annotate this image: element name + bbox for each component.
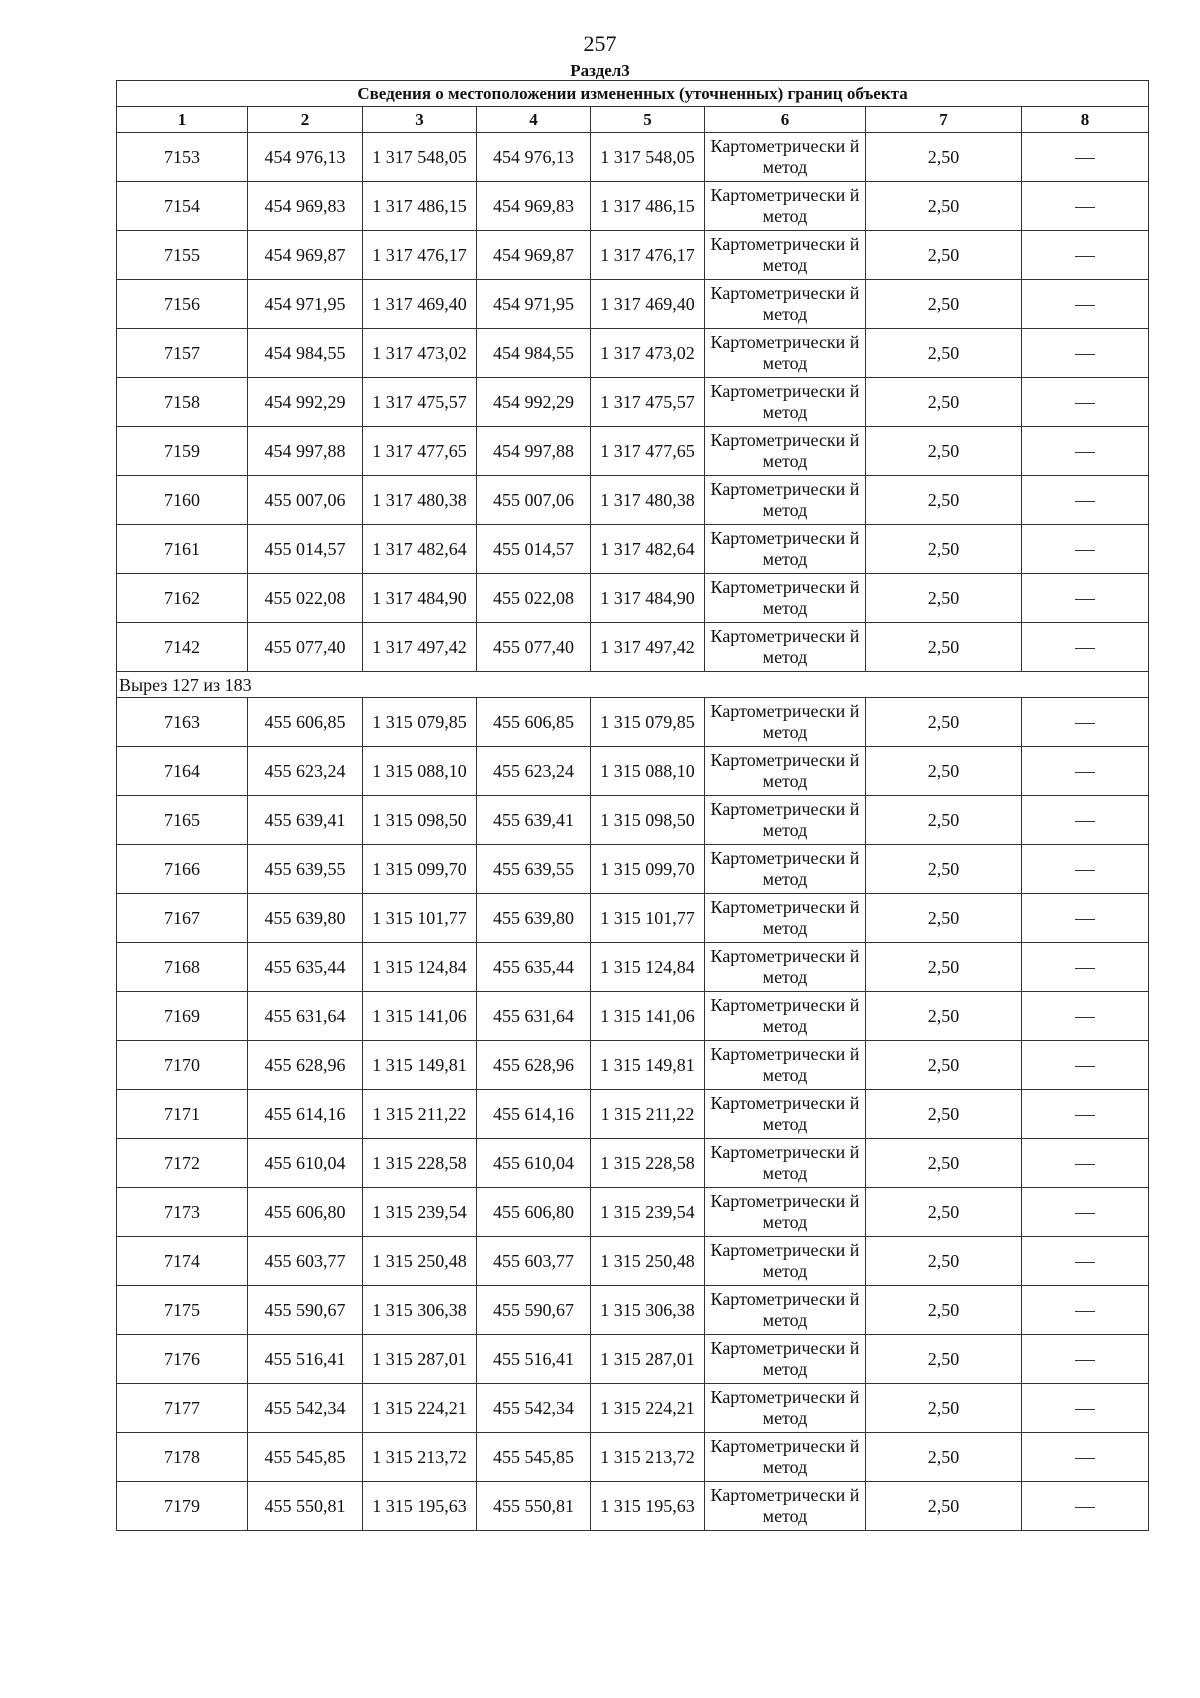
precision-cell: 2,50 bbox=[866, 992, 1022, 1041]
empty-dash bbox=[1075, 1017, 1095, 1018]
precision-cell: 2,50 bbox=[866, 1139, 1022, 1188]
point-number-cell: 7156 bbox=[117, 280, 248, 329]
empty-dash bbox=[1075, 354, 1095, 355]
cutout-label: Вырез 127 из 183 bbox=[117, 672, 1149, 698]
table-row bbox=[117, 845, 1149, 894]
x-coordinate-cell: 455 007,06 bbox=[248, 476, 363, 525]
empty-cell bbox=[1022, 1384, 1149, 1433]
y-coordinate-cell: 1 317 475,57 bbox=[363, 378, 477, 427]
precision-cell: 2,50 bbox=[866, 747, 1022, 796]
point-number-cell: 7176 bbox=[117, 1335, 248, 1384]
x-coordinate-cell: 455 623,24 bbox=[248, 747, 363, 796]
y-new-coordinate-cell: 1 315 141,06 bbox=[591, 992, 705, 1041]
y-new-coordinate-cell: 1 317 475,57 bbox=[591, 378, 705, 427]
precision-cell: 2,50 bbox=[866, 1384, 1022, 1433]
empty-dash bbox=[1075, 772, 1095, 773]
boundary-coordinates-table bbox=[116, 80, 1149, 1531]
precision-cell: 2,50 bbox=[866, 574, 1022, 623]
empty-dash bbox=[1075, 1262, 1095, 1263]
precision-cell: 2,50 bbox=[866, 476, 1022, 525]
x-new-coordinate-cell: 455 603,77 bbox=[477, 1237, 591, 1286]
table-caption: Сведения о местоположении измененных (уточненных) границ объекта bbox=[117, 81, 1149, 107]
y-coordinate-cell: 1 315 239,54 bbox=[363, 1188, 477, 1237]
point-number-cell: 7164 bbox=[117, 747, 248, 796]
empty-dash bbox=[1075, 305, 1095, 306]
y-coordinate-cell: 1 317 480,38 bbox=[363, 476, 477, 525]
table-row bbox=[117, 1090, 1149, 1139]
point-number-cell: 7175 bbox=[117, 1286, 248, 1335]
precision-cell: 2,50 bbox=[866, 329, 1022, 378]
method-cell: Картометрически й метод bbox=[705, 894, 866, 943]
y-new-coordinate-cell: 1 315 211,22 bbox=[591, 1090, 705, 1139]
x-coordinate-cell: 455 639,55 bbox=[248, 845, 363, 894]
table-row bbox=[117, 796, 1149, 845]
empty-dash bbox=[1075, 1360, 1095, 1361]
y-coordinate-cell: 1 315 124,84 bbox=[363, 943, 477, 992]
point-number-cell: 7159 bbox=[117, 427, 248, 476]
x-new-coordinate-cell: 455 606,85 bbox=[477, 698, 591, 747]
empty-dash bbox=[1075, 452, 1095, 453]
y-coordinate-cell: 1 315 195,63 bbox=[363, 1482, 477, 1531]
x-coordinate-cell: 455 590,67 bbox=[248, 1286, 363, 1335]
method-cell: Картометрически й метод bbox=[705, 623, 866, 672]
empty-dash bbox=[1075, 723, 1095, 724]
x-new-coordinate-cell: 455 610,04 bbox=[477, 1139, 591, 1188]
point-number-cell: 7153 bbox=[117, 133, 248, 182]
empty-cell bbox=[1022, 1286, 1149, 1335]
y-coordinate-cell: 1 317 473,02 bbox=[363, 329, 477, 378]
y-coordinate-cell: 1 315 211,22 bbox=[363, 1090, 477, 1139]
empty-cell bbox=[1022, 1139, 1149, 1188]
column-number: 4 bbox=[477, 107, 591, 133]
empty-cell bbox=[1022, 1482, 1149, 1531]
point-number-cell: 7174 bbox=[117, 1237, 248, 1286]
y-coordinate-cell: 1 317 497,42 bbox=[363, 623, 477, 672]
table-row bbox=[117, 1335, 1149, 1384]
page-number: 257 bbox=[583, 31, 617, 56]
x-new-coordinate-cell: 455 606,80 bbox=[477, 1188, 591, 1237]
method-cell: Картометрически й метод bbox=[705, 992, 866, 1041]
precision-cell: 2,50 bbox=[866, 1090, 1022, 1139]
empty-dash bbox=[1075, 158, 1095, 159]
empty-cell bbox=[1022, 796, 1149, 845]
method-cell: Картометрически й метод bbox=[705, 845, 866, 894]
y-new-coordinate-cell: 1 315 224,21 bbox=[591, 1384, 705, 1433]
empty-dash bbox=[1075, 403, 1095, 404]
x-new-coordinate-cell: 454 992,29 bbox=[477, 378, 591, 427]
precision-cell: 2,50 bbox=[866, 1041, 1022, 1090]
method-cell: Картометрически й метод bbox=[705, 574, 866, 623]
table-row bbox=[117, 427, 1149, 476]
method-cell: Картометрически й метод bbox=[705, 329, 866, 378]
x-new-coordinate-cell: 454 969,87 bbox=[477, 231, 591, 280]
point-number-cell: 7169 bbox=[117, 992, 248, 1041]
point-number-cell: 7142 bbox=[117, 623, 248, 672]
empty-cell bbox=[1022, 329, 1149, 378]
point-number-cell: 7166 bbox=[117, 845, 248, 894]
y-new-coordinate-cell: 1 317 548,05 bbox=[591, 133, 705, 182]
empty-cell bbox=[1022, 1433, 1149, 1482]
x-coordinate-cell: 455 550,81 bbox=[248, 1482, 363, 1531]
method-cell: Картометрически й метод bbox=[705, 1433, 866, 1482]
empty-cell bbox=[1022, 1090, 1149, 1139]
y-new-coordinate-cell: 1 315 099,70 bbox=[591, 845, 705, 894]
x-new-coordinate-cell: 455 614,16 bbox=[477, 1090, 591, 1139]
section-title: Раздел3 bbox=[570, 61, 630, 80]
precision-cell: 2,50 bbox=[866, 1482, 1022, 1531]
y-coordinate-cell: 1 315 101,77 bbox=[363, 894, 477, 943]
point-number-cell: 7158 bbox=[117, 378, 248, 427]
point-number-cell: 7162 bbox=[117, 574, 248, 623]
table-row bbox=[117, 231, 1149, 280]
x-new-coordinate-cell: 454 984,55 bbox=[477, 329, 591, 378]
table-row bbox=[117, 182, 1149, 231]
column-number: 1 bbox=[117, 107, 248, 133]
empty-dash bbox=[1075, 870, 1095, 871]
precision-cell: 2,50 bbox=[866, 280, 1022, 329]
empty-cell bbox=[1022, 378, 1149, 427]
y-coordinate-cell: 1 315 088,10 bbox=[363, 747, 477, 796]
precision-cell: 2,50 bbox=[866, 623, 1022, 672]
y-coordinate-cell: 1 315 141,06 bbox=[363, 992, 477, 1041]
x-coordinate-cell: 455 639,41 bbox=[248, 796, 363, 845]
x-new-coordinate-cell: 455 635,44 bbox=[477, 943, 591, 992]
empty-dash bbox=[1075, 1311, 1095, 1312]
precision-cell: 2,50 bbox=[866, 1188, 1022, 1237]
table-row bbox=[117, 574, 1149, 623]
column-number: 6 bbox=[705, 107, 866, 133]
table-row bbox=[117, 329, 1149, 378]
table-row bbox=[117, 1139, 1149, 1188]
table-row bbox=[117, 698, 1149, 747]
empty-cell bbox=[1022, 943, 1149, 992]
precision-cell: 2,50 bbox=[866, 1433, 1022, 1482]
x-coordinate-cell: 455 014,57 bbox=[248, 525, 363, 574]
empty-dash bbox=[1075, 821, 1095, 822]
x-new-coordinate-cell: 454 997,88 bbox=[477, 427, 591, 476]
y-coordinate-cell: 1 315 098,50 bbox=[363, 796, 477, 845]
empty-dash bbox=[1075, 1458, 1095, 1459]
x-new-coordinate-cell: 455 542,34 bbox=[477, 1384, 591, 1433]
x-new-coordinate-cell: 455 014,57 bbox=[477, 525, 591, 574]
point-number-cell: 7165 bbox=[117, 796, 248, 845]
x-new-coordinate-cell: 454 971,95 bbox=[477, 280, 591, 329]
y-new-coordinate-cell: 1 317 476,17 bbox=[591, 231, 705, 280]
y-coordinate-cell: 1 317 484,90 bbox=[363, 574, 477, 623]
x-coordinate-cell: 454 969,83 bbox=[248, 182, 363, 231]
y-new-coordinate-cell: 1 315 079,85 bbox=[591, 698, 705, 747]
point-number-cell: 7179 bbox=[117, 1482, 248, 1531]
y-new-coordinate-cell: 1 315 124,84 bbox=[591, 943, 705, 992]
x-new-coordinate-cell: 455 623,24 bbox=[477, 747, 591, 796]
column-number: 2 bbox=[248, 107, 363, 133]
empty-cell bbox=[1022, 1188, 1149, 1237]
table-row bbox=[117, 1482, 1149, 1531]
precision-cell: 2,50 bbox=[866, 698, 1022, 747]
x-new-coordinate-cell: 455 639,80 bbox=[477, 894, 591, 943]
precision-cell: 2,50 bbox=[866, 894, 1022, 943]
x-coordinate-cell: 455 542,34 bbox=[248, 1384, 363, 1433]
point-number-cell: 7154 bbox=[117, 182, 248, 231]
x-new-coordinate-cell: 455 631,64 bbox=[477, 992, 591, 1041]
x-coordinate-cell: 455 614,16 bbox=[248, 1090, 363, 1139]
empty-dash bbox=[1075, 599, 1095, 600]
empty-dash bbox=[1075, 1507, 1095, 1508]
point-number-cell: 7163 bbox=[117, 698, 248, 747]
x-coordinate-cell: 455 635,44 bbox=[248, 943, 363, 992]
column-number: 7 bbox=[866, 107, 1022, 133]
y-new-coordinate-cell: 1 317 486,15 bbox=[591, 182, 705, 231]
method-cell: Картометрически й метод bbox=[705, 231, 866, 280]
y-new-coordinate-cell: 1 317 497,42 bbox=[591, 623, 705, 672]
table-row bbox=[117, 280, 1149, 329]
column-number: 5 bbox=[591, 107, 705, 133]
method-cell: Картометрически й метод bbox=[705, 698, 866, 747]
x-new-coordinate-cell: 455 628,96 bbox=[477, 1041, 591, 1090]
point-number-cell: 7157 bbox=[117, 329, 248, 378]
precision-cell: 2,50 bbox=[866, 133, 1022, 182]
x-coordinate-cell: 455 639,80 bbox=[248, 894, 363, 943]
point-number-cell: 7160 bbox=[117, 476, 248, 525]
cutout-row bbox=[117, 672, 1149, 698]
precision-cell: 2,50 bbox=[866, 378, 1022, 427]
x-new-coordinate-cell: 455 550,81 bbox=[477, 1482, 591, 1531]
precision-cell: 2,50 bbox=[866, 1335, 1022, 1384]
table-row bbox=[117, 992, 1149, 1041]
method-cell: Картометрически й метод bbox=[705, 427, 866, 476]
empty-cell bbox=[1022, 1041, 1149, 1090]
y-coordinate-cell: 1 315 213,72 bbox=[363, 1433, 477, 1482]
empty-dash bbox=[1075, 207, 1095, 208]
empty-dash bbox=[1075, 919, 1095, 920]
point-number-cell: 7178 bbox=[117, 1433, 248, 1482]
empty-cell bbox=[1022, 992, 1149, 1041]
y-new-coordinate-cell: 1 315 250,48 bbox=[591, 1237, 705, 1286]
x-coordinate-cell: 454 976,13 bbox=[248, 133, 363, 182]
method-cell: Картометрически й метод bbox=[705, 1384, 866, 1433]
column-number: 8 bbox=[1022, 107, 1149, 133]
y-coordinate-cell: 1 315 149,81 bbox=[363, 1041, 477, 1090]
method-cell: Картометрически й метод bbox=[705, 1090, 866, 1139]
table-caption-row bbox=[117, 81, 1149, 107]
x-coordinate-cell: 455 603,77 bbox=[248, 1237, 363, 1286]
method-cell: Картометрически й метод bbox=[705, 1335, 866, 1384]
method-cell: Картометрически й метод bbox=[705, 525, 866, 574]
x-coordinate-cell: 454 971,95 bbox=[248, 280, 363, 329]
y-coordinate-cell: 1 315 228,58 bbox=[363, 1139, 477, 1188]
y-coordinate-cell: 1 317 469,40 bbox=[363, 280, 477, 329]
table-row bbox=[117, 133, 1149, 182]
y-coordinate-cell: 1 315 306,38 bbox=[363, 1286, 477, 1335]
table-row bbox=[117, 1237, 1149, 1286]
x-coordinate-cell: 454 997,88 bbox=[248, 427, 363, 476]
empty-cell bbox=[1022, 1335, 1149, 1384]
y-coordinate-cell: 1 315 250,48 bbox=[363, 1237, 477, 1286]
empty-cell bbox=[1022, 845, 1149, 894]
point-number-cell: 7172 bbox=[117, 1139, 248, 1188]
x-new-coordinate-cell: 455 516,41 bbox=[477, 1335, 591, 1384]
empty-dash bbox=[1075, 1115, 1095, 1116]
empty-cell bbox=[1022, 1237, 1149, 1286]
table-row bbox=[117, 1286, 1149, 1335]
point-number-cell: 7170 bbox=[117, 1041, 248, 1090]
method-cell: Картометрически й метод bbox=[705, 943, 866, 992]
method-cell: Картометрически й метод bbox=[705, 747, 866, 796]
method-cell: Картометрически й метод bbox=[705, 378, 866, 427]
empty-dash bbox=[1075, 1409, 1095, 1410]
table-row bbox=[117, 623, 1149, 672]
y-new-coordinate-cell: 1 315 195,63 bbox=[591, 1482, 705, 1531]
y-new-coordinate-cell: 1 315 088,10 bbox=[591, 747, 705, 796]
method-cell: Картометрически й метод bbox=[705, 1286, 866, 1335]
method-cell: Картометрически й метод bbox=[705, 1482, 866, 1531]
y-new-coordinate-cell: 1 317 482,64 bbox=[591, 525, 705, 574]
y-new-coordinate-cell: 1 315 213,72 bbox=[591, 1433, 705, 1482]
x-coordinate-cell: 455 631,64 bbox=[248, 992, 363, 1041]
x-coordinate-cell: 454 992,29 bbox=[248, 378, 363, 427]
y-new-coordinate-cell: 1 315 149,81 bbox=[591, 1041, 705, 1090]
empty-cell bbox=[1022, 747, 1149, 796]
x-new-coordinate-cell: 455 545,85 bbox=[477, 1433, 591, 1482]
empty-dash bbox=[1075, 550, 1095, 551]
y-coordinate-cell: 1 317 482,64 bbox=[363, 525, 477, 574]
method-cell: Картометрически й метод bbox=[705, 1237, 866, 1286]
y-new-coordinate-cell: 1 317 469,40 bbox=[591, 280, 705, 329]
method-cell: Картометрически й метод bbox=[705, 1139, 866, 1188]
empty-cell bbox=[1022, 133, 1149, 182]
table-row bbox=[117, 476, 1149, 525]
x-coordinate-cell: 455 606,80 bbox=[248, 1188, 363, 1237]
table-row bbox=[117, 1433, 1149, 1482]
y-new-coordinate-cell: 1 315 306,38 bbox=[591, 1286, 705, 1335]
empty-cell bbox=[1022, 623, 1149, 672]
empty-dash bbox=[1075, 256, 1095, 257]
y-coordinate-cell: 1 317 476,17 bbox=[363, 231, 477, 280]
empty-cell bbox=[1022, 574, 1149, 623]
table-row bbox=[117, 943, 1149, 992]
empty-cell bbox=[1022, 231, 1149, 280]
empty-dash bbox=[1075, 1164, 1095, 1165]
y-coordinate-cell: 1 315 099,70 bbox=[363, 845, 477, 894]
y-coordinate-cell: 1 317 548,05 bbox=[363, 133, 477, 182]
precision-cell: 2,50 bbox=[866, 182, 1022, 231]
method-cell: Картометрически й метод bbox=[705, 796, 866, 845]
table-row bbox=[117, 747, 1149, 796]
y-new-coordinate-cell: 1 315 101,77 bbox=[591, 894, 705, 943]
precision-cell: 2,50 bbox=[866, 1237, 1022, 1286]
x-coordinate-cell: 454 969,87 bbox=[248, 231, 363, 280]
x-new-coordinate-cell: 454 969,83 bbox=[477, 182, 591, 231]
point-number-cell: 7155 bbox=[117, 231, 248, 280]
method-cell: Картометрически й метод bbox=[705, 182, 866, 231]
precision-cell: 2,50 bbox=[866, 427, 1022, 476]
table-row bbox=[117, 1188, 1149, 1237]
empty-dash bbox=[1075, 648, 1095, 649]
x-coordinate-cell: 455 516,41 bbox=[248, 1335, 363, 1384]
empty-dash bbox=[1075, 1213, 1095, 1214]
table-row bbox=[117, 1041, 1149, 1090]
table-row bbox=[117, 378, 1149, 427]
x-coordinate-cell: 455 628,96 bbox=[248, 1041, 363, 1090]
column-number: 3 bbox=[363, 107, 477, 133]
table-row bbox=[117, 1384, 1149, 1433]
y-coordinate-cell: 1 315 079,85 bbox=[363, 698, 477, 747]
x-coordinate-cell: 454 984,55 bbox=[248, 329, 363, 378]
table-row bbox=[117, 525, 1149, 574]
y-coordinate-cell: 1 315 287,01 bbox=[363, 1335, 477, 1384]
y-coordinate-cell: 1 317 486,15 bbox=[363, 182, 477, 231]
precision-cell: 2,50 bbox=[866, 231, 1022, 280]
x-coordinate-cell: 455 610,04 bbox=[248, 1139, 363, 1188]
x-coordinate-cell: 455 077,40 bbox=[248, 623, 363, 672]
empty-cell bbox=[1022, 698, 1149, 747]
x-new-coordinate-cell: 455 639,55 bbox=[477, 845, 591, 894]
empty-dash bbox=[1075, 968, 1095, 969]
empty-cell bbox=[1022, 427, 1149, 476]
empty-cell bbox=[1022, 894, 1149, 943]
point-number-cell: 7167 bbox=[117, 894, 248, 943]
x-new-coordinate-cell: 455 007,06 bbox=[477, 476, 591, 525]
x-new-coordinate-cell: 455 022,08 bbox=[477, 574, 591, 623]
precision-cell: 2,50 bbox=[866, 845, 1022, 894]
y-coordinate-cell: 1 315 224,21 bbox=[363, 1384, 477, 1433]
x-new-coordinate-cell: 455 077,40 bbox=[477, 623, 591, 672]
precision-cell: 2,50 bbox=[866, 1286, 1022, 1335]
y-coordinate-cell: 1 317 477,65 bbox=[363, 427, 477, 476]
empty-cell bbox=[1022, 280, 1149, 329]
method-cell: Картометрически й метод bbox=[705, 133, 866, 182]
y-new-coordinate-cell: 1 315 228,58 bbox=[591, 1139, 705, 1188]
x-coordinate-cell: 455 606,85 bbox=[248, 698, 363, 747]
method-cell: Картометрически й метод bbox=[705, 476, 866, 525]
x-new-coordinate-cell: 454 976,13 bbox=[477, 133, 591, 182]
method-cell: Картометрически й метод bbox=[705, 1188, 866, 1237]
y-new-coordinate-cell: 1 315 098,50 bbox=[591, 796, 705, 845]
method-cell: Картометрически й метод bbox=[705, 1041, 866, 1090]
y-new-coordinate-cell: 1 315 239,54 bbox=[591, 1188, 705, 1237]
x-coordinate-cell: 455 545,85 bbox=[248, 1433, 363, 1482]
table-row bbox=[117, 894, 1149, 943]
x-new-coordinate-cell: 455 639,41 bbox=[477, 796, 591, 845]
precision-cell: 2,50 bbox=[866, 525, 1022, 574]
column-number-row bbox=[117, 107, 1149, 133]
y-new-coordinate-cell: 1 317 477,65 bbox=[591, 427, 705, 476]
point-number-cell: 7173 bbox=[117, 1188, 248, 1237]
empty-dash bbox=[1075, 501, 1095, 502]
empty-cell bbox=[1022, 182, 1149, 231]
precision-cell: 2,50 bbox=[866, 796, 1022, 845]
y-new-coordinate-cell: 1 315 287,01 bbox=[591, 1335, 705, 1384]
y-new-coordinate-cell: 1 317 480,38 bbox=[591, 476, 705, 525]
empty-cell bbox=[1022, 476, 1149, 525]
x-coordinate-cell: 455 022,08 bbox=[248, 574, 363, 623]
point-number-cell: 7171 bbox=[117, 1090, 248, 1139]
empty-cell bbox=[1022, 525, 1149, 574]
y-new-coordinate-cell: 1 317 473,02 bbox=[591, 329, 705, 378]
x-new-coordinate-cell: 455 590,67 bbox=[477, 1286, 591, 1335]
point-number-cell: 7177 bbox=[117, 1384, 248, 1433]
empty-dash bbox=[1075, 1066, 1095, 1067]
y-new-coordinate-cell: 1 317 484,90 bbox=[591, 574, 705, 623]
point-number-cell: 7161 bbox=[117, 525, 248, 574]
point-number-cell: 7168 bbox=[117, 943, 248, 992]
method-cell: Картометрически й метод bbox=[705, 280, 866, 329]
precision-cell: 2,50 bbox=[866, 943, 1022, 992]
